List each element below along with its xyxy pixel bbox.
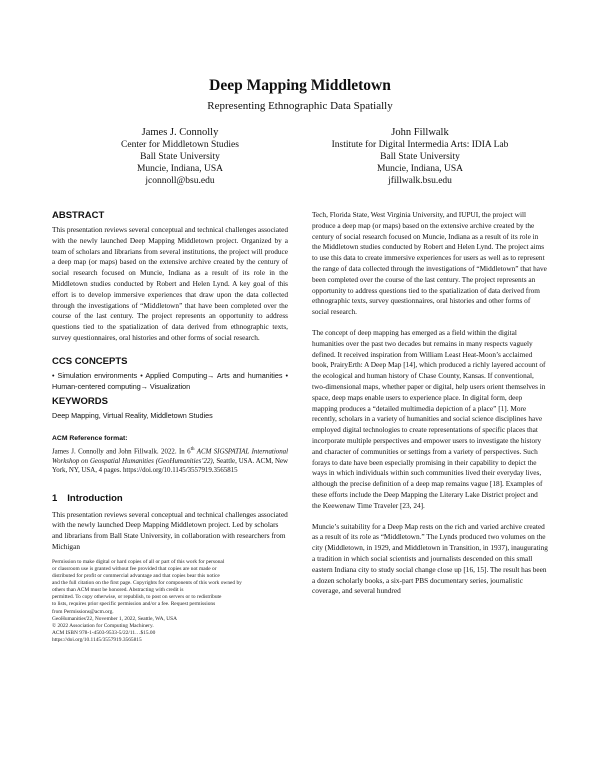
left-column [52,210,288,644]
abstract-heading: ABSTRACT [52,210,105,221]
ccs-text: • Simulation environments • Applied Computing→ Arts and humanities • Human-centered computing→ Visualization [52,370,288,391]
permission-line: or classroom use is granted without fee provided that copies are not made or [52,565,217,572]
author-affiliation: Center for Middletown Studies [121,140,239,150]
paper-subtitle: Representing Ethnographic Data Spatially [207,100,393,112]
author-email[interactable]: jconnoll@bsu.edu [145,176,215,186]
ccs-heading: CCS CONCEPTS [52,355,128,367]
author-affiliation: Institute for Digital Intermedia Arts: IDIA Lab [331,140,509,150]
author-name: James J. Connolly [141,127,219,138]
author-location: Muncie, Indiana, USA [376,164,463,174]
permission-block [52,559,288,644]
author-email[interactable]: jfillwalk.bsu.edu [388,176,452,186]
keywords-heading: KEYWORDS [52,396,108,408]
author-institution: Ball State University [140,152,220,162]
permission-line: ACM ISBN 978-1-4503-9533-5/22/11…$15.00 [52,629,156,636]
intro-text: This presentation reviews several conceptual and technical challenges associated with the newly launched Deep Mapping Middletown project. Led by scholars and librarians from Ball State University, in collaboration with researchers from Michigan [52,509,288,552]
keywords-text: Deep Mapping, Virtual Reality, Middletown Studies [52,411,213,421]
author-name: John Fillwalk [391,127,449,138]
author-block-1 [60,126,300,187]
acm-reference-heading: ACM Reference format: [52,435,128,443]
author-location: Muncie, Indiana, USA [136,164,223,174]
author-block-2 [300,126,540,187]
author-institution: Ball State University [380,152,460,162]
abstract-text: This presentation reviews several conceptual and technical challenges associated with the newly launched Deep Mapping Middletown project. Organized by a team of scholars and librarians from several institutions, the project will produce a deep map (or maps) based on the extensive archive created by the century of social research focused on Muncie, Indiana as a result of its role in the Middletown studies conducted by Robert and Helen Lynd. A key goal of this effort is to develop immersive experiences that draw upon the data collected through the investigations of “Middletown” that have been completed over the course of the last century. The project represents an opportunity to address questions tied to the spatialization of data derived from ethnographic texts, survey questionnaires, oral histories and other forms of social research. [52,225,288,342]
permission-line: GeoHumanities'22, November 1, 2022, Seattle, WA, USA [52,615,177,622]
intro-heading [52,493,288,505]
body-paragraph: Tech, Florida State, West Virginia University, and IUPUI, the project will produce a deep map (or maps) based on the extensive archive created by the century of social research focused on Muncie, Indiana as a result of its role in the Middletown studies conducted by Robert and Helen Lynd. The project aims to use this data to create immersive experiences for users as well as to represent the range of data collected through the investigations of “Middletown” that have been completed over the course of the last century. The project represents an opportunity to address questions tied to the spatialization of data derived from ethnographic texts, survey questionnaires, oral histories and other forms of social research. [312,210,547,317]
permission-line: permitted. To copy otherwise, or republish, to post on servers or to redistribute [52,594,222,601]
permission-line: from Permissions@acm.org. [52,608,114,615]
permission-line: © 2022 Association for Computing Machinery. [52,622,154,629]
permission-line: others than ACM must be honored. Abstracting with credit is [52,587,184,594]
acm-reference-text: James J. Connolly and John Fillwalk. 2022. In 6th ACM SIGSPATIAL International Workshop on Geospatial Humanities (GeoHumanities’22), Seattle, USA. ACM, New York, NY, USA, 4 pages. https://doi.org/10.1145/3557919.3565815 [52,447,288,475]
permission-line: distributed for profit or commercial advantage and that copies bear this notice [52,573,220,580]
body-paragraph: The concept of deep mapping has emerged as a field within the digital humanities over the past two decades but remains in many respects vaguely defined. It received inspiration from William Least Heat-Moon’s acclaimed book, PrairyErth: A Deep Map [14], which produced a richly layered account of the ecological and human history of Chase County, Kansas. If conventional, two-dimensional maps, whether paper or digital, help users orient themselves in space, deep maps enable users to experience place. In digital form, deep mapping produces a “detailed multimedia depiction of a place” [1]. More recently, scholars in a variety of humanities and social science disciplines have employed digital technologies to create representations of specific places that incorporate multiple perspectives and empower users to investigate the history and character of communities or settings from a variety of perspectives. Such forays to date have been especially promising in their capability to depict the ways in which individuals within such communities lived their everyday lives, although the precise definition of a deep map remains vague [18]. Examples of these efforts include the Deep Mapping the Literary Lake District project and the Keewenaw Time Traveler [23, 24]. [312,327,546,510]
body-paragraph: Muncie’s suitability for a Deep Map rests on the rich and varied archive created as a result of its role as “Middletown.” The Lynds produced two volumes on the city (Middletown, in 1929, and Middletown in Transition, in 1937), inaugurating a tradition in which social scientists and journalists descended on this small eastern Indiana city to study social change close up [16, 15]. The result has been a dozen scholarly books, a six-part PBS documentary series, journalistic coverage, and several hundred [312,521,548,596]
right-column [312,210,548,597]
section-title: Introduction [67,492,123,504]
permission-line: to lists, requires prior specific permission and/or a fee. Request permissions [52,601,216,608]
permission-line: Permission to make digital or hard copies of all or part of this work for personal [52,558,225,565]
permission-line: https://doi.org/10.1145/3557919.3565815 [52,636,142,643]
section-number: 1 [52,492,58,504]
permission-line: and the full citation on the first page. Copyrights for components of this work owned by [52,580,242,587]
paper-title: Deep Mapping Middletown [209,77,391,94]
